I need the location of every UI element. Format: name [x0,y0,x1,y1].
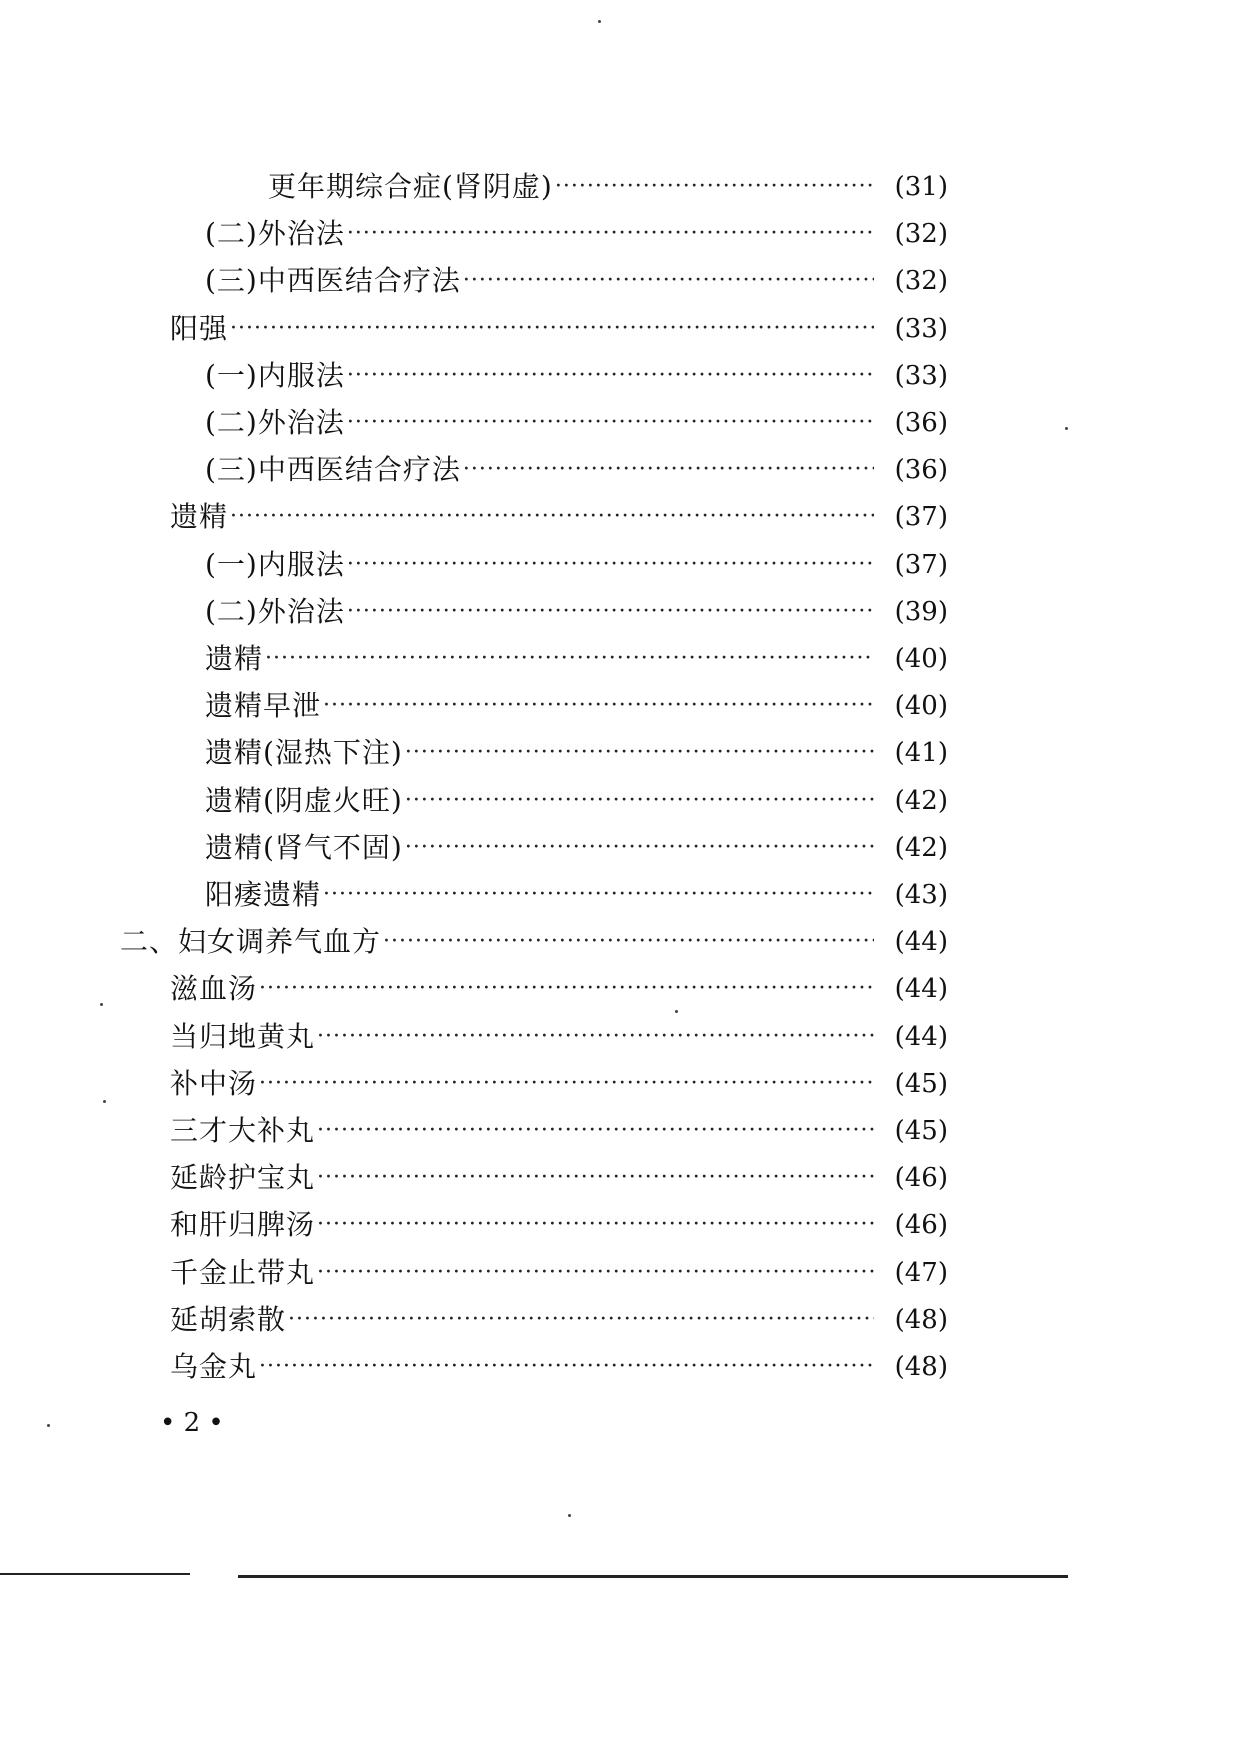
toc-entry-title: 和肝归脾汤 [170,1208,316,1242]
dot-leader [317,1158,874,1198]
dot-leader [265,639,874,679]
toc-entry-title: 补中汤 [170,1066,258,1100]
toc-entry-title: 遗精(阴虚火旺) [205,783,403,817]
dot-leader [405,828,874,868]
toc-entry-page: (45) [894,1068,948,1099]
dot-leader [259,969,874,1009]
toc-entry-title: (二)外治法 [205,594,345,628]
toc-entry-page: (47) [894,1257,948,1288]
dot-leader [323,875,874,915]
toc-entry-page: (41) [894,738,948,769]
toc-entry [205,356,948,396]
toc-entry-page: (40) [894,644,948,674]
dot-leader [347,214,874,254]
dot-leader [230,497,874,537]
dot-leader [463,450,874,490]
dot-leader [317,1017,874,1057]
toc-entry-page: (46) [894,1210,948,1241]
dot-leader [259,1064,874,1104]
toc-entry-page: (37) [894,502,948,533]
toc-entry [205,261,948,301]
scan-speck [103,1100,106,1103]
toc-entry-page: (46) [894,1163,948,1194]
toc-entry [170,497,948,537]
toc-entry-title: 遗精(肾气不固) [205,830,403,864]
toc-entry-title: (三)中西医结合疗法 [205,453,461,487]
dot-leader [383,922,874,962]
toc-entry-title: 延龄护宝丸 [170,1161,316,1195]
page-number: • 2 • [160,1408,224,1438]
toc-entry-title: (一)内服法 [205,547,345,581]
toc-entry [205,450,948,490]
toc-entry [205,403,948,443]
toc-entry-title: (一)内服法 [205,358,345,392]
toc-entry [205,639,948,679]
toc-entry [205,733,948,773]
toc-entry-page: (48) [894,1352,948,1382]
toc-entry-title: 三才大补丸 [170,1114,316,1147]
toc-entry [205,214,948,254]
dot-leader [317,1111,874,1151]
dot-leader [347,592,874,632]
toc-entry-page: (43) [894,880,948,910]
dot-leader [317,1205,874,1245]
toc-entry-page: (42) [894,832,948,863]
dot-leader [347,403,874,443]
toc-entry-page: (44) [894,974,948,1005]
toc-entry-title: 遗精 [205,642,264,675]
toc-entry-title: 千金止带丸 [170,1255,316,1289]
dot-leader [288,1300,874,1340]
toc-entry [170,1347,948,1387]
toc-entry [170,1064,948,1104]
scan-speck [568,1514,571,1517]
toc-entry [170,969,948,1009]
scan-speck [47,1424,50,1427]
toc-entry-title: 阳痿遗精 [205,878,322,911]
toc-entry-title: 遗精 [170,500,229,534]
toc-entry-title: 二、妇女调养气血方 [120,925,382,959]
scan-edge-line-left [0,1573,190,1575]
toc-entry-title: 滋血汤 [170,972,258,1006]
dot-leader [259,1347,874,1387]
toc-entry-page: (36) [894,408,948,438]
toc-entry-title: 更年期综合症(肾阴虚) [268,170,553,203]
dot-leader [405,781,874,821]
toc-entry-page: (33) [894,313,948,344]
toc-entry-title: (二)外治法 [205,406,345,439]
toc-entry [205,875,948,915]
toc-entry-page: (42) [894,785,948,816]
scan-speck [100,1003,103,1006]
scan-speck [598,20,601,23]
dot-leader [230,309,874,349]
toc-entry-title: 乌金丸 [170,1350,258,1383]
scan-edge-line-right [238,1575,1068,1578]
toc-entry [120,922,948,962]
toc-entry [170,1205,948,1245]
toc-entry-page: (36) [894,455,948,486]
toc-entry-title: (二)外治法 [205,217,345,251]
toc-entry [170,1111,948,1151]
toc-entry [205,828,948,868]
toc-entry [205,592,948,632]
toc-entry-page: (31) [894,172,948,202]
dot-leader [405,733,874,773]
toc-entry-title: 阳强 [170,311,229,345]
toc-entry [205,686,948,726]
dot-leader [555,167,874,207]
toc-entry-page: (32) [894,266,948,297]
toc-entry [170,1300,948,1340]
toc-entry [205,545,948,585]
dot-leader [463,261,874,301]
toc-entry [205,781,948,821]
toc-entry-page: (33) [894,360,948,391]
toc-entry-title: 当归地黄丸 [170,1019,316,1053]
toc-entry-page: (40) [894,691,948,722]
dot-leader [323,686,874,726]
toc-entry-title: (三)中西医结合疗法 [205,264,461,298]
toc-entry-page: (45) [894,1116,948,1146]
toc-entry-page: (44) [894,927,948,958]
toc-entry [268,167,948,207]
toc-entry [170,1158,948,1198]
toc-entry [170,1017,948,1057]
dot-leader [347,356,874,396]
toc-entry [170,309,948,349]
toc-entry [170,1253,948,1293]
scan-speck [1065,427,1068,430]
scan-speck [675,1010,678,1013]
toc-entry-page: (39) [894,596,948,627]
dot-leader [347,545,874,585]
toc-entry-title: 遗精(湿热下注) [205,736,403,770]
toc-entry-title: 遗精早泄 [205,689,322,723]
dot-leader [317,1253,874,1293]
toc-entry-page: (44) [894,1021,948,1052]
toc-entry-page: (37) [894,549,948,580]
toc-entry-page: (32) [894,219,948,250]
toc-entry-page: (48) [894,1304,948,1335]
toc-entry-title: 延胡索散 [170,1302,287,1336]
